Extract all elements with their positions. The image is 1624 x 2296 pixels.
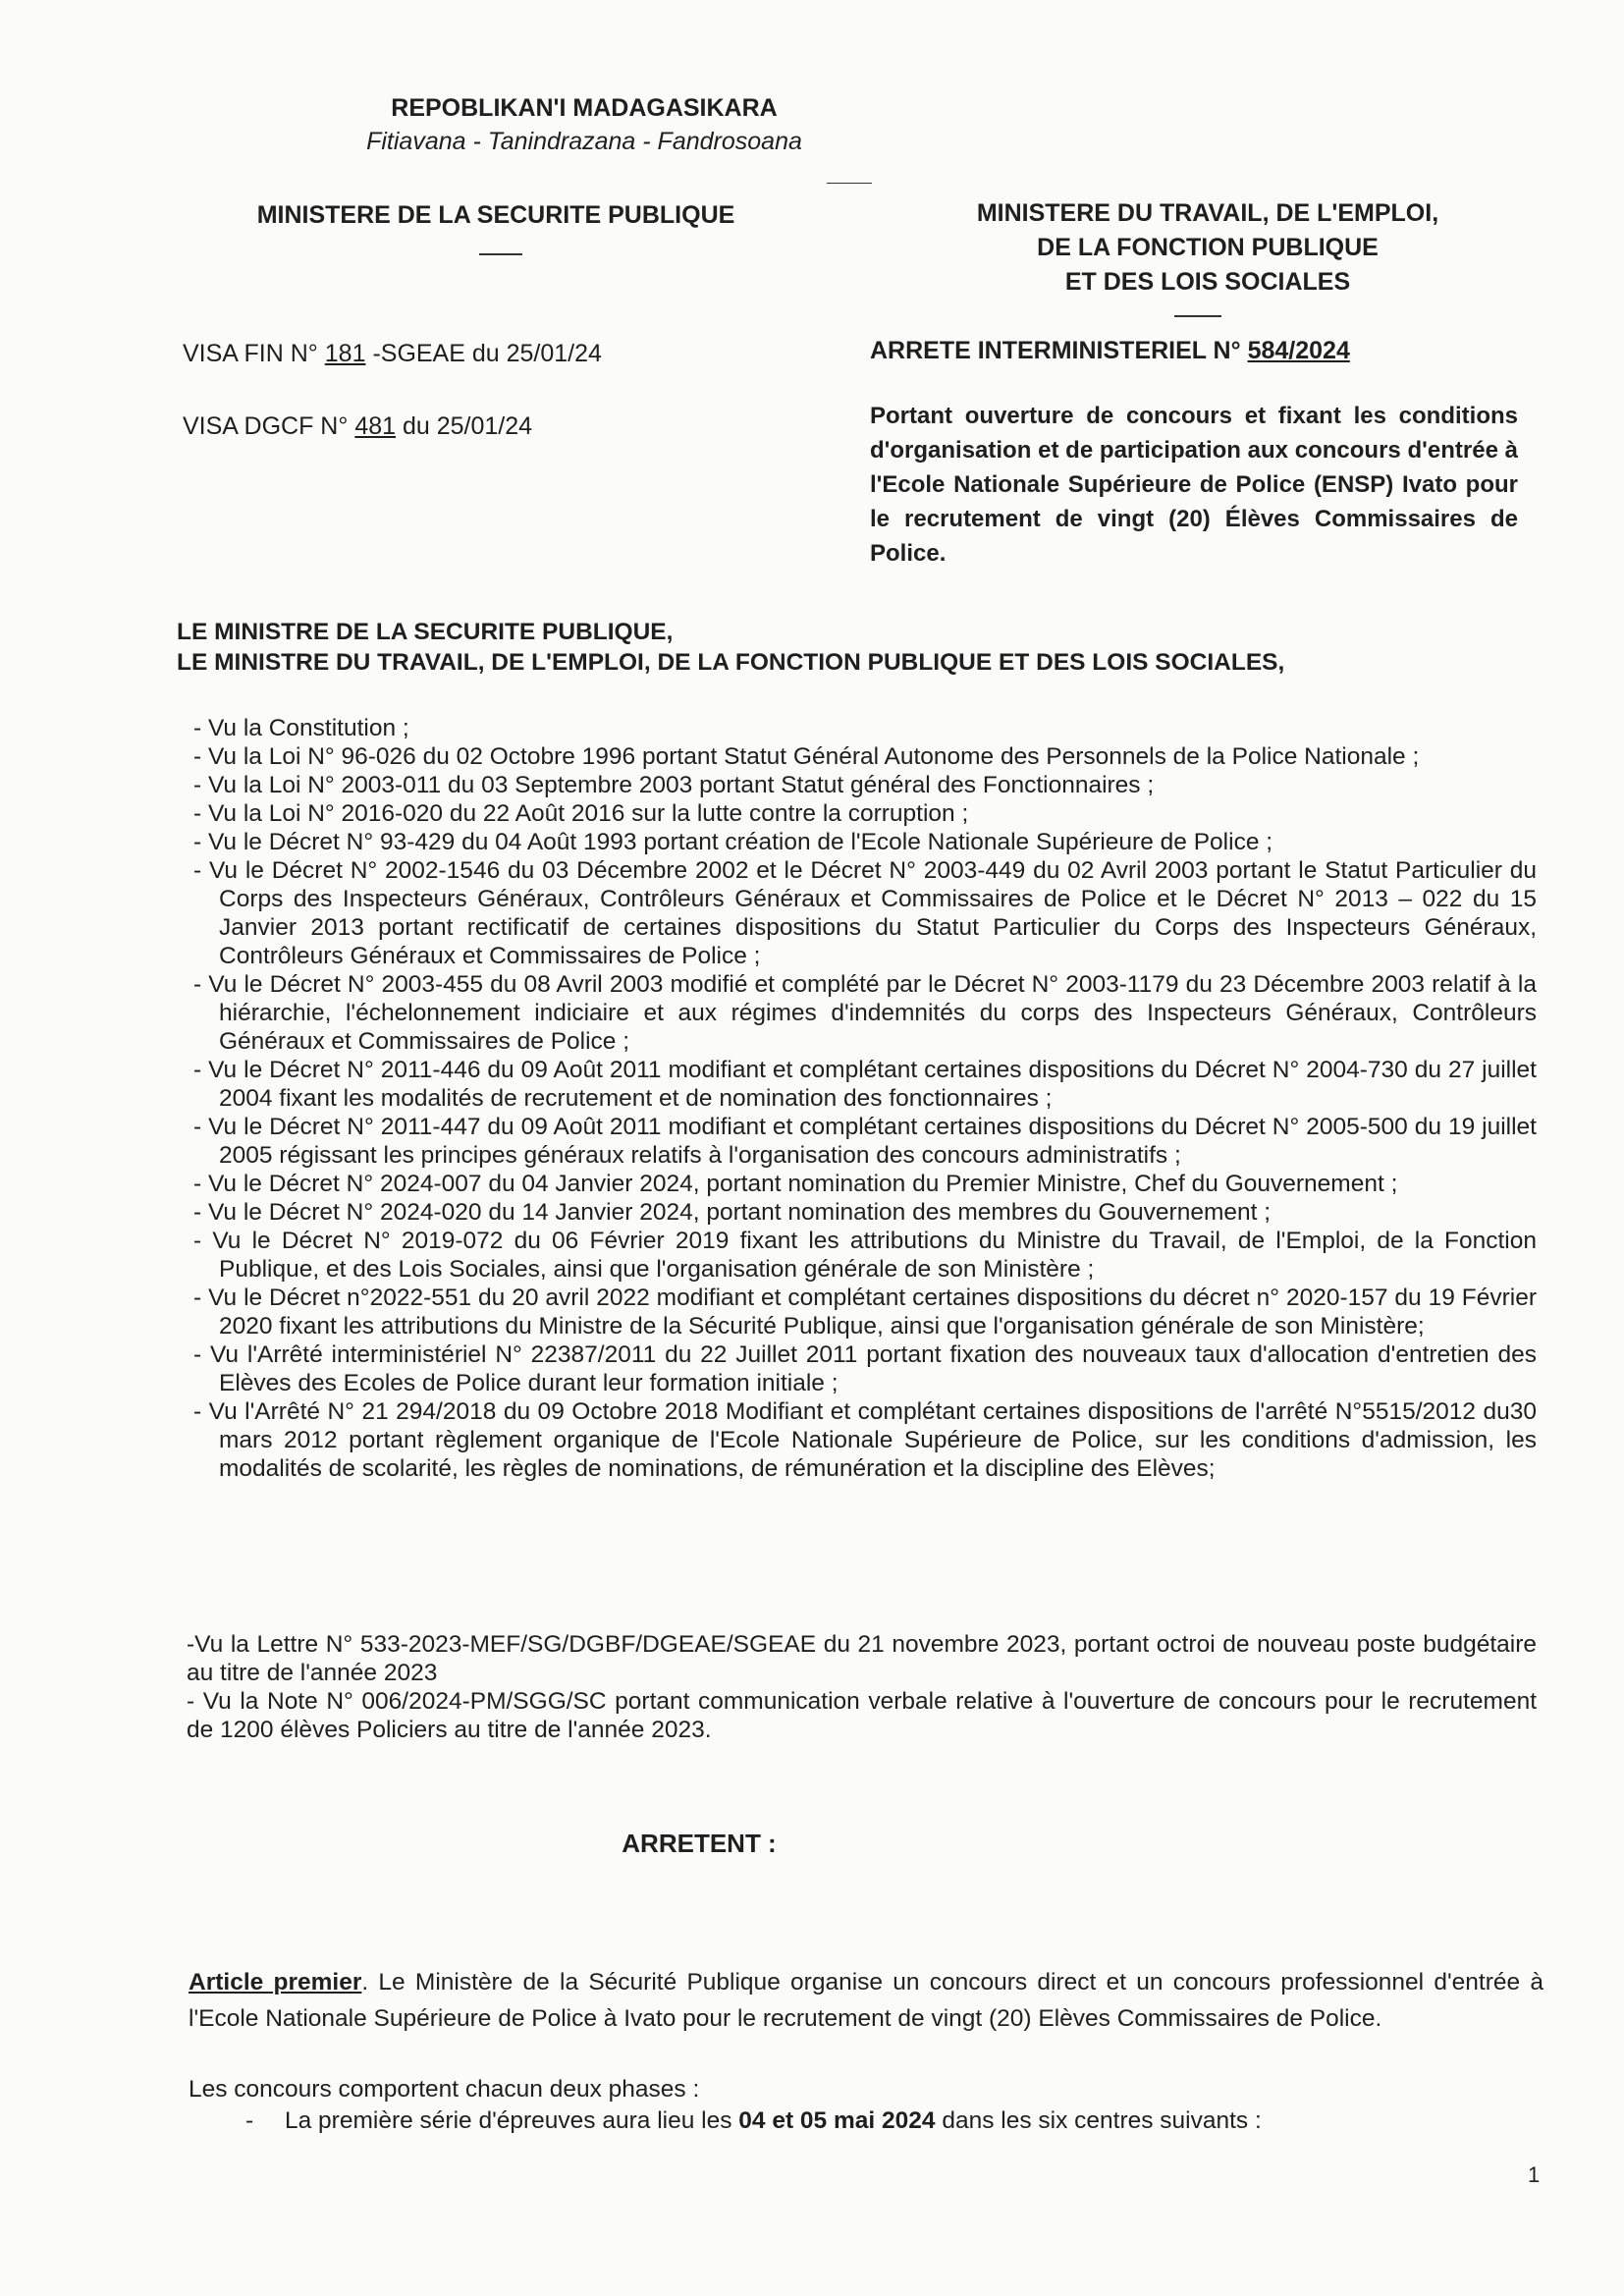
visa-dgcf-suffix: du 25/01/24 bbox=[402, 412, 533, 440]
considerant-item: - Vu la Constitution ; bbox=[193, 715, 409, 741]
ministers-block bbox=[177, 617, 1284, 678]
arrete-subject: Portant ouverture de concours et fixant les conditions d'organisation et de participation aux concours d'entrée à l'Ecole Nationale Supérieure de Police (ENSP) Ivato pour le recrutement de vingt (20) Élèves Commissaires de Police. bbox=[870, 403, 1518, 567]
considerant-item: - Vu le Décret N° 2019-072 du 06 Février 2019 fixant les attributions du Ministre du Travail, de l'Emploi, de la Fonction Publique, et des Lois Sociales, ainsi que l'organisation générale de son Ministère ; bbox=[193, 1228, 1537, 1283]
considerant-item: - Vu l'Arrêté N° 21 294/2018 du 09 Octobre 2018 Modifiant et complétant certaines dispositions de l'arrêté N°5515/2012 du30 mars 2012 portant règlement organique de l'Ecole Nationale Supérieure de Police, sur les conditions d'admission, les modalités de scolarité, les règles de nominations, de rémunération et la discipline des Elèves; bbox=[193, 1398, 1537, 1482]
arrete-title bbox=[870, 337, 1350, 365]
visa-fin-prefix: VISA FIN N° bbox=[183, 340, 318, 367]
left-divider bbox=[479, 253, 522, 255]
ministry-right-line2: DE LA FONCTION PUBLIQUE bbox=[1037, 234, 1379, 261]
ministry-labour-right bbox=[884, 196, 1532, 300]
considerants-list bbox=[172, 714, 1537, 1483]
minister-security: LE MINISTRE DE LA SECURITE PUBLIQUE, bbox=[177, 619, 674, 645]
considerant-item: - Vu le Décret N° 2024-020 du 14 Janvier 2024, portant nomination des membres du Gouvernement ; bbox=[193, 1199, 1272, 1226]
phase-one-dates: 04 et 05 mai 2024 bbox=[738, 2107, 936, 2134]
considerant-letter: -Vu la Lettre N° 533-2023-MEF/SG/DGBF/DGEAE/SGEAE du 21 novembre 2023, portant octroi de nouveau poste budgétaire au titre de l'année 2023 bbox=[187, 1631, 1537, 1686]
considerant-item: - Vu le Décret n°2022-551 du 20 avril 2022 modifiant et complétant certaines dispositions du décret n° 2020-157 du 19 Février 2020 fixant les attributions du Ministre de la Sécurité Publique, ainsi que l'organisation générale de son Ministère; bbox=[193, 1285, 1537, 1339]
considerant-item: - Vu le Décret N° 2003-455 du 08 Avril 2003 modifié et complété par le Décret N° 2003-1179 du 23 Décembre 2003 relatif à la hiérarchie, l'échelonnement indiciaire et aux régimes d'indemnités du corps des Inspecteurs Généraux, Contrôleurs Généraux et Commissaires de Police ; bbox=[193, 971, 1537, 1055]
considerants-tail bbox=[187, 1630, 1537, 1744]
republic-title: REPOBLIKAN'I MADAGASIKARA bbox=[391, 94, 778, 122]
right-divider bbox=[1174, 315, 1221, 317]
ministry-right-line1: MINISTERE DU TRAVAIL, DE L'EMPLOI, bbox=[976, 199, 1439, 227]
article-premier-label: Article premier bbox=[189, 1969, 362, 1995]
visa-dgcf-number: 481 bbox=[354, 412, 397, 440]
visa-fin-number: 181 bbox=[324, 340, 366, 367]
considerant-item: - Vu l'Arrêté interministériel N° 22387/2011 du 22 Juillet 2011 portant fixation des nouveaux taux d'allocation d'entretien des Elèves des Ecoles de Police durant leur formation initiale ; bbox=[193, 1341, 1537, 1396]
considerant-item: - Vu le Décret N° 2011-447 du 09 Août 2011 modifiant et complétant certaines dispositions du Décret N° 2005-500 du 19 juillet 2005 régissant les principes généraux relatifs à l'organisation des concours administratifs ; bbox=[193, 1114, 1537, 1169]
visa-dgcf bbox=[183, 412, 532, 441]
considerant-item: - Vu le Décret N° 2011-446 du 09 Août 2011 modifiant et complétant certaines dispositions du Décret N° 2004-730 du 27 juillet 2004 fixant les modalités de recrutement et de nomination des fonctionnaires ; bbox=[193, 1057, 1537, 1112]
national-motto: Fitiavana - Tanindrazana - Fandrosoana bbox=[366, 128, 802, 155]
considerant-item: - Vu le Décret N° 93-429 du 04 Août 1993 portant création de l'Ecole Nationale Supérieure de Police ; bbox=[193, 829, 1273, 855]
considerant-item: - Vu le Décret N° 2024-007 du 04 Janvier 2024, portant nomination du Premier Ministre, Chef du Gouvernement ; bbox=[193, 1171, 1398, 1197]
arrete-number: 584/2024 bbox=[1247, 337, 1350, 364]
page-number: 1 bbox=[1528, 2162, 1541, 2187]
visa-dgcf-prefix: VISA DGCF N° bbox=[183, 412, 349, 440]
considerant-note: - Vu la Note N° 006/2024-PM/SGG/SC portant communication verbale relative à l'ouverture de concours pour le recrutement de 1200 élèves Policiers au titre de l'année 2023. bbox=[187, 1688, 1537, 1743]
ministry-right-line3: ET DES LOIS SOCIALES bbox=[1064, 268, 1351, 296]
phase-one-prefix: La première série d'épreuves aura lieu les bbox=[285, 2107, 732, 2134]
considerant-item: - Vu la Loi N° 2003-011 du 03 Septembre 2003 portant Statut général des Fonctionnaires ; bbox=[193, 772, 1155, 798]
article-premier bbox=[189, 1964, 1543, 2037]
arrete-title-label: ARRETE INTERMINISTERIEL N° bbox=[870, 337, 1241, 364]
phases-intro: Les concours comportent chacun deux phases : bbox=[189, 2076, 700, 2103]
phase-one-item: - La première série d'épreuves aura lieu les 04 et 05 mai 2024 dans les six centres suivants : bbox=[245, 2107, 1262, 2134]
motto-divider bbox=[827, 183, 872, 184]
arretent-heading: ARRETENT : bbox=[622, 1829, 777, 1858]
ministry-security-left: MINISTERE DE LA SECURITE PUBLIQUE bbox=[256, 201, 735, 229]
considerant-item: - Vu la Loi N° 96-026 du 02 Octobre 1996 portant Statut Général Autonome des Personnels de la Police Nationale ; bbox=[193, 743, 1420, 770]
considerant-item: - Vu le Décret N° 2002-1546 du 03 Décembre 2002 et le Décret N° 2003-449 du 02 Avril 2003 portant le Statut Particulier du Corps des Inspecteurs Généraux, Contrôleurs Généraux et Commissaires de Police et le Décret N° 2013 – 022 du 15 Janvier 2013 portant rectificatif de certaines dispositions du Statut Particulier du Corps des Inspecteurs Généraux, Contrôleurs Généraux et Commissaires de Police ; bbox=[193, 857, 1537, 969]
visa-fin bbox=[183, 340, 602, 368]
visa-fin-suffix: -SGEAE du 25/01/24 bbox=[372, 340, 602, 367]
considerant-item: - Vu la Loi N° 2016-020 du 22 Août 2016 sur la lutte contre la corruption ; bbox=[193, 800, 969, 827]
phase-one-suffix: dans les six centres suivants : bbox=[942, 2107, 1262, 2134]
minister-labour: LE MINISTRE DU TRAVAIL, DE L'EMPLOI, DE LA FONCTION PUBLIQUE ET DES LOIS SOCIALES, bbox=[177, 649, 1285, 676]
article-premier-text: . Le Ministère de la Sécurité Publique organise un concours direct et un concours professionnel d'entrée à l'Ecole Nationale Supérieure de Police à Ivato pour le recrutement de vingt (20) Elèves Commissaires de Police. bbox=[189, 1969, 1543, 2032]
